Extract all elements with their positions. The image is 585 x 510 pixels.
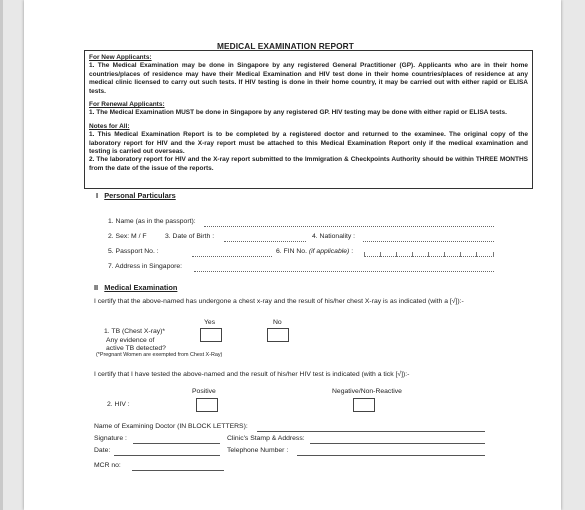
name-field[interactable] xyxy=(204,226,494,227)
notice-renewal-heading: For Renewal Applicants: xyxy=(89,101,165,109)
notice-all-text-2: 2. The laboratory report for HIV and the X-ray report submitted to the Immigration & Checkpoints Authority should be within THREE MONTHS from the date of the issue of the reports. xyxy=(89,156,528,172)
clinic-stamp-label: Clinic's Stamp & Address: xyxy=(227,435,305,442)
fin-cell-divider xyxy=(444,252,445,257)
section-number: II xyxy=(94,283,99,292)
section-number: I xyxy=(96,191,99,200)
tb-exemption-note: (*Pregnant Women are exempted from Chest X-Ray) xyxy=(96,352,223,358)
no-label: No xyxy=(273,319,282,326)
telephone-label: Telephone Number : xyxy=(227,447,289,454)
fin-label-text: 6. FIN No. xyxy=(276,248,307,255)
clinic-stamp-field[interactable] xyxy=(310,443,485,444)
tb-question-line2: active TB detected? xyxy=(106,345,166,352)
fin-note: (if applicable) xyxy=(308,248,350,255)
section-personal-heading xyxy=(96,191,176,200)
mcr-label: MCR no: xyxy=(94,462,121,469)
notice-renewal-text: 1. The Medical Examination MUST be done in Singapore by any registered GP. HIV testing may be done with either rapid or ELISA tests. xyxy=(89,109,507,117)
passport-label: 5. Passport No. : xyxy=(108,248,159,255)
dob-label: 3. Date of Birth : xyxy=(165,233,215,240)
passport-field[interactable] xyxy=(192,256,272,257)
negative-label: Negative/Non-Reactive xyxy=(332,388,402,395)
yes-label: Yes xyxy=(204,319,216,326)
fin-cell-divider xyxy=(364,252,365,257)
tb-yes-checkbox[interactable] xyxy=(200,328,222,342)
fin-label xyxy=(276,248,353,255)
telephone-field[interactable] xyxy=(297,455,485,456)
address-field[interactable] xyxy=(194,271,494,272)
signature-field[interactable] xyxy=(133,443,220,444)
notice-box xyxy=(84,50,533,189)
hiv-positive-checkbox[interactable] xyxy=(196,398,218,412)
notice-all-heading: Notes for All: xyxy=(89,122,130,130)
doctor-name-field[interactable] xyxy=(257,431,485,432)
fin-cell-divider xyxy=(460,252,461,257)
positive-label: Positive xyxy=(192,388,216,395)
date-label: Date: xyxy=(94,447,111,454)
address-label: 7. Address in Singapore: xyxy=(108,263,183,270)
tb-no-checkbox[interactable] xyxy=(267,328,289,342)
hiv-negative-checkbox[interactable] xyxy=(353,398,375,412)
section-medical-heading xyxy=(94,283,177,292)
fin-cell-divider xyxy=(396,252,397,257)
notice-all-text-1: 1. This Medical Examination Report is to be completed by a registered doctor and returned to the examinee. The original copy of the laboratory report for HIV and the X-ray report must be attached to this Medical Examination Report only if the medical examination and testing is carried out overseas. xyxy=(89,131,528,156)
fin-cell-divider xyxy=(428,252,429,257)
nationality-field[interactable] xyxy=(363,241,494,242)
section-title: Personal Particulars xyxy=(104,191,176,200)
document-page xyxy=(24,0,561,510)
fin-cell-divider xyxy=(412,252,413,257)
notice-new-text: 1. The Medical Examination may be done in Singapore by any registered General Practitioner (GP). Applicants who are in their home countries/places of residence may have their Medical Examination and HIV test done in their home countries/places of residence at any medical clinic licensed to carry out such tests. If HIV testing is done in their home country, it may be carried out with either rapid or ELISA tests. xyxy=(89,62,528,95)
fin-colon: : xyxy=(351,248,354,255)
fin-cell-divider xyxy=(476,252,477,257)
fin-cell-divider xyxy=(493,252,494,257)
signature-label: Signature : xyxy=(94,435,127,442)
tb-question-line1: Any evidence of xyxy=(106,337,155,344)
tb-label: 1. TB (Chest X-ray)* xyxy=(104,328,166,335)
nationality-label: 4. Nationality : xyxy=(312,233,356,240)
dob-field[interactable] xyxy=(224,241,306,242)
mcr-field[interactable] xyxy=(132,470,224,471)
fin-cell-divider xyxy=(380,252,381,257)
page-title: MEDICAL EXAMINATION REPORT xyxy=(217,41,354,51)
name-label: 1. Name (as in the passport): xyxy=(108,218,196,225)
notice-new-heading: For New Applicants: xyxy=(89,54,152,61)
sex-label: 2. Sex: M / F xyxy=(108,233,147,240)
doctor-name-label: Name of Examining Doctor (IN BLOCK LETTERS): xyxy=(94,423,248,430)
hiv-certify-text: I certify that I have tested the above-named and the result of his/her HIV test is indicated (with a tick [√]):- xyxy=(94,371,410,378)
section-title: Medical Examination xyxy=(104,283,178,292)
hiv-label: 2. HIV : xyxy=(107,401,130,408)
xray-certify-text: I certify that the above-named has undergone a chest x-ray and the result of his/her chest X-ray is as indicated (with a [√]):- xyxy=(94,298,464,305)
scroll-gutter xyxy=(0,0,3,510)
date-field[interactable] xyxy=(114,455,220,456)
fin-field[interactable] xyxy=(364,256,494,257)
